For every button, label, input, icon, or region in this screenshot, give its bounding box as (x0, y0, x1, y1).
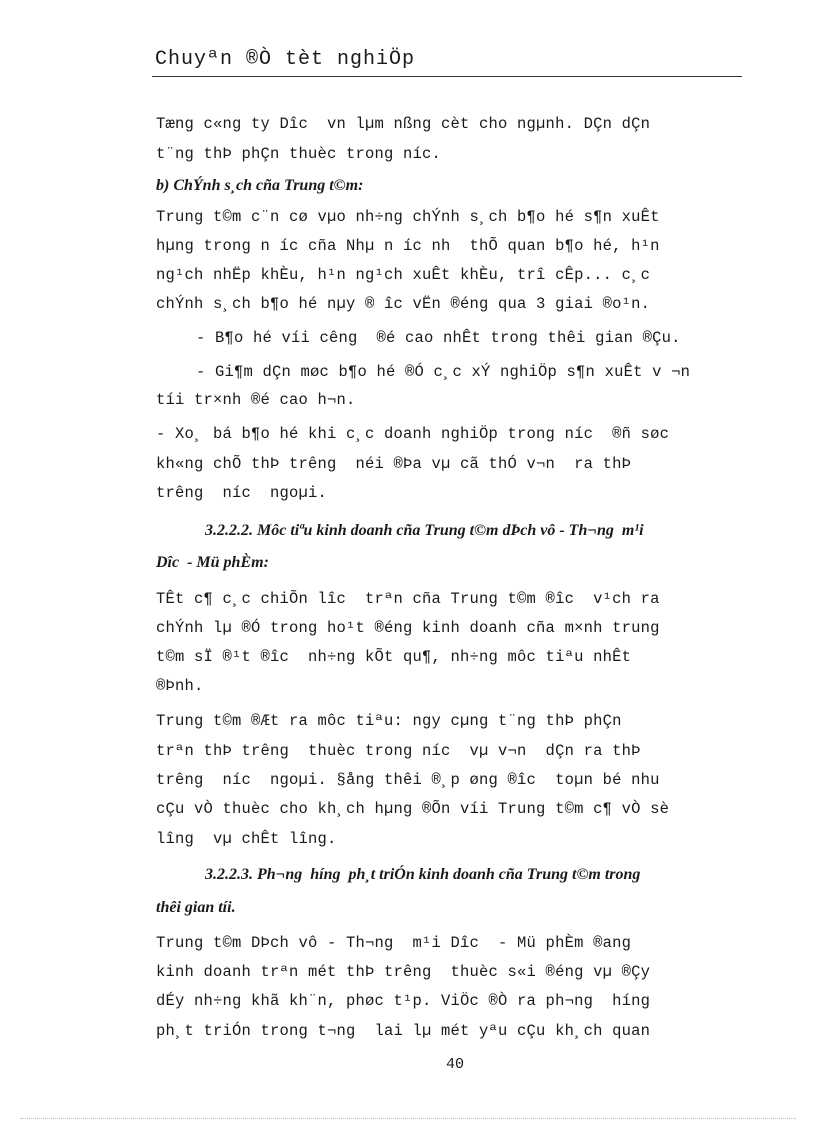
body-line: TÊt c¶ c¸c chiÕn lîc trªn cña Trung t©m ®îc v¹ch ra (156, 590, 660, 608)
body-line: trêng níc ngoµi. §ång thêi ®¸p øng ®îc toµn bé nhu (156, 771, 660, 789)
body-line: chÝnh lµ ®Ó trong ho¹t ®éng kinh doanh cña m×nh trung (156, 619, 660, 637)
page-number: 40 (446, 1056, 465, 1073)
body-line: kinh doanh trªn mét thÞ trêng thuèc s«i ®éng vµ ®Çy (156, 963, 651, 981)
body-line: t¨ng thÞ phÇn thuèc trong níc. (156, 145, 442, 163)
body-line: kh«ng chÕ thÞ trêng néi ®Þa vµ cã thÓ v¬n ra thÞ (156, 455, 632, 473)
header-divider (152, 76, 742, 77)
body-line: t©m sÏ ®¹t ®îc nh÷ng kÕt qu¶, nh÷ng môc tiªu nhÊt (156, 648, 632, 666)
body-line: ng¹ch nhËp khÈu, h¹n ng¹ch xuÊt khÈu, trî cÊp... c¸c (156, 266, 651, 284)
body-line: dÉy nh÷ng khã kh¨n, phøc t¹p. ViÖc ®Ò ra ph¬ng híng (156, 992, 651, 1010)
body-line: Trung t©m c¨n cø vµo nh÷ng chÝnh s¸ch b¶o hé s¶n xuÊt (156, 208, 660, 226)
body-line: ph¸t triÓn trong t¬ng lai lµ mét yªu cÇu kh¸ch quan (156, 1022, 651, 1040)
body-line: Tæng c«ng ty Dîc vn lµm nßng cèt cho ngµnh. DÇn dÇn (156, 115, 651, 133)
body-line: cÇu vÒ thuèc cho kh¸ch hµng ®Õn víi Trung t©m c¶ vÒ sè (156, 800, 670, 818)
page-header-title: Chuyªn ®Ò tèt nghiÖp (155, 48, 416, 71)
body-line: trêng níc ngoµi. (156, 484, 328, 502)
bullet-line: - Xo¸ bá b¶o hé khi c¸c doanh nghiÖp trong níc ®ñ søc (156, 425, 670, 443)
body-line: ®Þnh. (156, 677, 204, 695)
bullet-line: - B¶o hé víi cêng ®é cao nhÊt trong thêi gian ®Çu. (196, 329, 681, 347)
body-line: tíi tr×nh ®é cao h¬n. (156, 391, 356, 409)
body-line: chÝnh s¸ch b¶o hé nµy ® îc vËn ®éng qua 3 giai ®o¹n. (156, 295, 651, 313)
page-edge-divider (20, 1118, 796, 1119)
section-heading: 3.2.2.3. Ph¬ng híng ph¸t triÓn kinh doanh cña Trung t©m trong (205, 866, 641, 883)
section-heading-cont: thêi gian tíi. (156, 899, 236, 916)
body-line: Trung t©m DÞch vô - Th¬ng m¹i Dîc - Mü phÈm ®ang (156, 934, 632, 952)
body-line: Trung t©m ®Æt ra môc tiªu: ngy cµng t¨ng thÞ phÇn (156, 712, 622, 730)
body-line: lîng vµ chÊt lîng. (156, 830, 337, 848)
section-heading: 3.2.2.2. Môc tiªu kinh doanh cña Trung t©m dÞch vô - Th¬ng m¹i (205, 522, 644, 539)
bullet-line: - Gi¶m dÇn møc b¶o hé ®Ó c¸c xÝ nghiÖp s¶n xuÊt v ¬n (196, 363, 691, 381)
subsection-heading: b) ChÝnh s¸ch cña Trung t©m: (156, 177, 364, 194)
body-line: trªn thÞ trêng thuèc trong níc vµ v¬n dÇn ra thÞ (156, 742, 641, 760)
body-line: hµng trong n íc cña Nhµ n íc nh thÕ quan b¶o hé, h¹n (156, 237, 660, 255)
section-heading-cont: Dîc - Mü phÈm: (156, 554, 269, 571)
